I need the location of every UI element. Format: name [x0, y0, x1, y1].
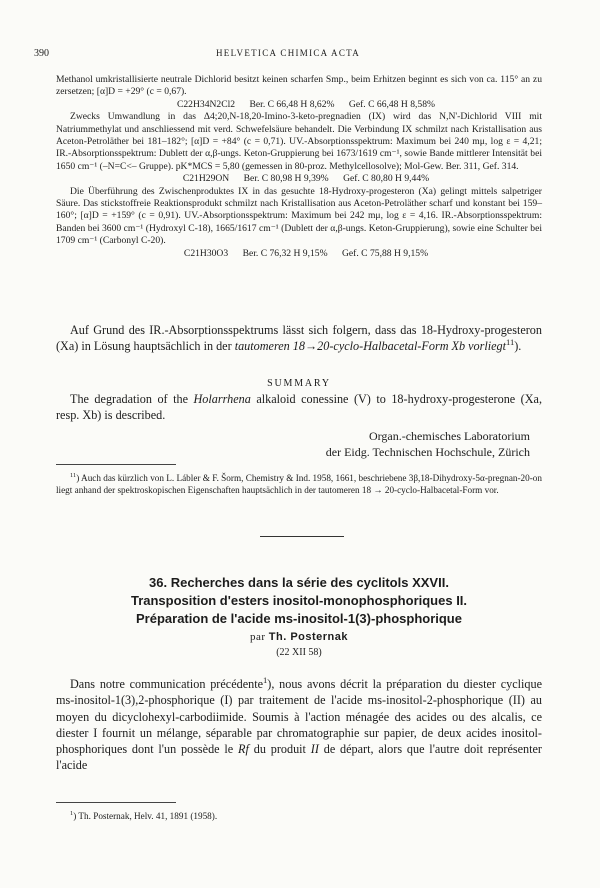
journal-title: HELVETICA CHIMICA ACTA	[215, 48, 361, 58]
article-title-line-1: 36. Recherches dans la série des cyclitols XXVII.	[149, 575, 449, 590]
summary-text: The degradation of the Holarrhena alkaloid conessine (V) to 18-hydroxy-progesterone (Xa, resp. Xb) is described.	[56, 392, 542, 423]
found: Gef. C 80,80 H 9,44%	[343, 173, 430, 185]
paragraph-hydroxy-progesteron: Die Überführung des Zwischenproduktes IX in das gesuchte 18-Hydroxy-progesteron (Xa) gelingt mittels salpetriger Säure. Das stickstoffreie Reaktionsprodukt schmilzt nach Kristallisation aus Aceton-Petroläther scharf und konstant bei 159–160°; [α]D = +159° (c = 0,91). UV.-Absorptionsspektrum: Maximum bei 242 mμ, log ε = 4,16. IR.-Absorptionsspektrum: Banden bei 3600 cm⁻¹ (Hydroxyl C-18), 1665/1617 cm⁻¹ (Dublett der α,β-ungs. Keton-Gruppierung), sowie eine Schulter bei 1709 cm⁻¹ (Carbonyl C-20).	[56, 185, 542, 247]
footnote-rule-2	[56, 802, 176, 803]
analysis-line-2	[56, 173, 542, 185]
genus-name: Holarrhena	[193, 392, 251, 406]
received-date: (22 XII 58)	[276, 647, 322, 658]
calculated: Ber. C 80,98 H 9,39%	[243, 173, 329, 185]
summary-section	[56, 374, 542, 460]
byline: par Th. Posternak	[249, 631, 349, 643]
article-title-line-3: Préparation de l'acide ms-inositol-1(3)-phosphorique	[136, 611, 462, 626]
footnote-mark: 1	[70, 809, 74, 817]
conclusion-paragraph: Auf Grund des IR.-Absorptionsspektrums lässt sich folgern, dass das 18-Hydroxy-progesteron (Xa) in Lösung hauptsächlich in der tautomeren 18→20-cyclo-Halbacetal-Form Xb vorliegt$^{11}$).	[56, 323, 542, 354]
found: Gef. C 75,88 H 9,15%	[342, 247, 429, 259]
footnote-11	[56, 472, 542, 496]
footnote-rule	[56, 464, 176, 465]
page-number: 390	[34, 48, 49, 59]
footnote-ref: 11	[506, 337, 515, 348]
summary-heading: SUMMARY	[267, 378, 331, 389]
running-header	[34, 48, 542, 62]
calculated: Ber. C 66,48 H 8,62%	[249, 98, 335, 110]
article-body: Dans notre communication précédente$^1$), nous avons décrit la préparation du diester cyclique ms-inositol-1(3),2-phosphorique (I) par traitement de l'acide ms-inositol-2-phosphorique (II) au moyen du dicyclohexyl-carbodiimide. Soumis à l'action ménagée des acides ou des alcalis, ce diester I fournit un mélange, séparable par chromatographie sur papier, de deux acides inositol-phosphoriques dont l'un possède le Rf du produit II de départ, alors que l'autre doit représenter l'acide	[56, 674, 542, 773]
analysis-line-3	[56, 248, 542, 260]
formula: C21H29ON	[182, 173, 230, 185]
found: Gef. C 66,48 H 8,58%	[348, 98, 435, 110]
article-title-line-2: Transposition d'esters inositol-monophosphoriques II.	[130, 593, 468, 608]
paragraph-dichlorid: Methanol umkristallisierte neutrale Dichlorid besitzt keinen scharfen Smp., beim Erhitzen beginnt es sich von ca. 115° an zu zersetzen; [α]D = +29° (c = 0,67).	[56, 74, 542, 98]
article-divider	[260, 536, 344, 537]
compound-ref: II	[310, 742, 319, 757]
article-heading	[56, 574, 542, 658]
calculated: Ber. C 76,32 H 9,15%	[242, 247, 328, 259]
footnote-ref: 1	[263, 674, 268, 685]
formula: C21H30O3	[183, 247, 229, 259]
footnote-text: ) Auch das kürzlich von L. Lábler & F. Šorm, Chemistry & Ind. 1958, 1661, beschriebene 3β,18-Dihydroxy-5α-pregnan-20-on liegt anhand der spektroskopischen Eigenschaften hauptsächlich in der tautomeren 18 → 20-cyclo-Halbacetal-Form vor.	[56, 473, 542, 495]
conclusion-text: Auf Grund des IR.-Absorptionsspektrums lässt sich folgern, dass das 18-Hydroxy-progesteron (Xa) in Lösung hauptsächlich in der	[56, 323, 542, 354]
conclusion-italic: tautomeren 18→20-cyclo-Halbacetal-Form Xb vorliegt	[234, 339, 507, 354]
footnote-text: ) Th. Posternak, Helv. 41, 1891 (1958).	[73, 811, 218, 821]
affiliation	[56, 428, 542, 460]
author-name: Th. Posternak	[268, 631, 349, 643]
affiliation-line-1: Organ.-chemisches Laboratorium	[368, 428, 530, 443]
paragraph-imino-pregnadien: Zwecks Umwandlung in das Δ4;20,N-18,20-Imino-3-keto-pregnadien (IX) wird das N,N'-Dichlorid VIII mit Natriummethylat und anschliessend mit verd. Schwefelsäure behandelt. Die Verbindung IX schmilzt nach Kristallisation aus Aceton-Petroläther bei 181–182°; [α]D = +84° (c = 0,71). UV.-Absorptionsspektrum: Maximum bei 240 mμ, log ε = 4,21; IR.-Absorptionsspektrum: Dublett der α,β-ungs. Keton-Gruppierung bei 1673/1619 cm⁻¹, sowie Bande mittlerer Intensität bei 1650 cm⁻¹ (–N=C<– Gruppe). pK*MCS = 5,80 (gemessen in 80-proz. Methylcellosolve); Mol-Gew. Ber. 311, Gef. 314.	[56, 111, 542, 172]
analysis-line-1	[56, 99, 542, 111]
affiliation-line-2: der Eidg. Technischen Hochschule, Zürich	[325, 444, 530, 459]
formula: C22H34N2Cl2	[176, 98, 236, 110]
rf-term: Rf	[238, 742, 249, 757]
experimental-section	[56, 74, 542, 260]
footnote-1	[56, 810, 542, 822]
footnote-mark: 11	[70, 471, 77, 479]
